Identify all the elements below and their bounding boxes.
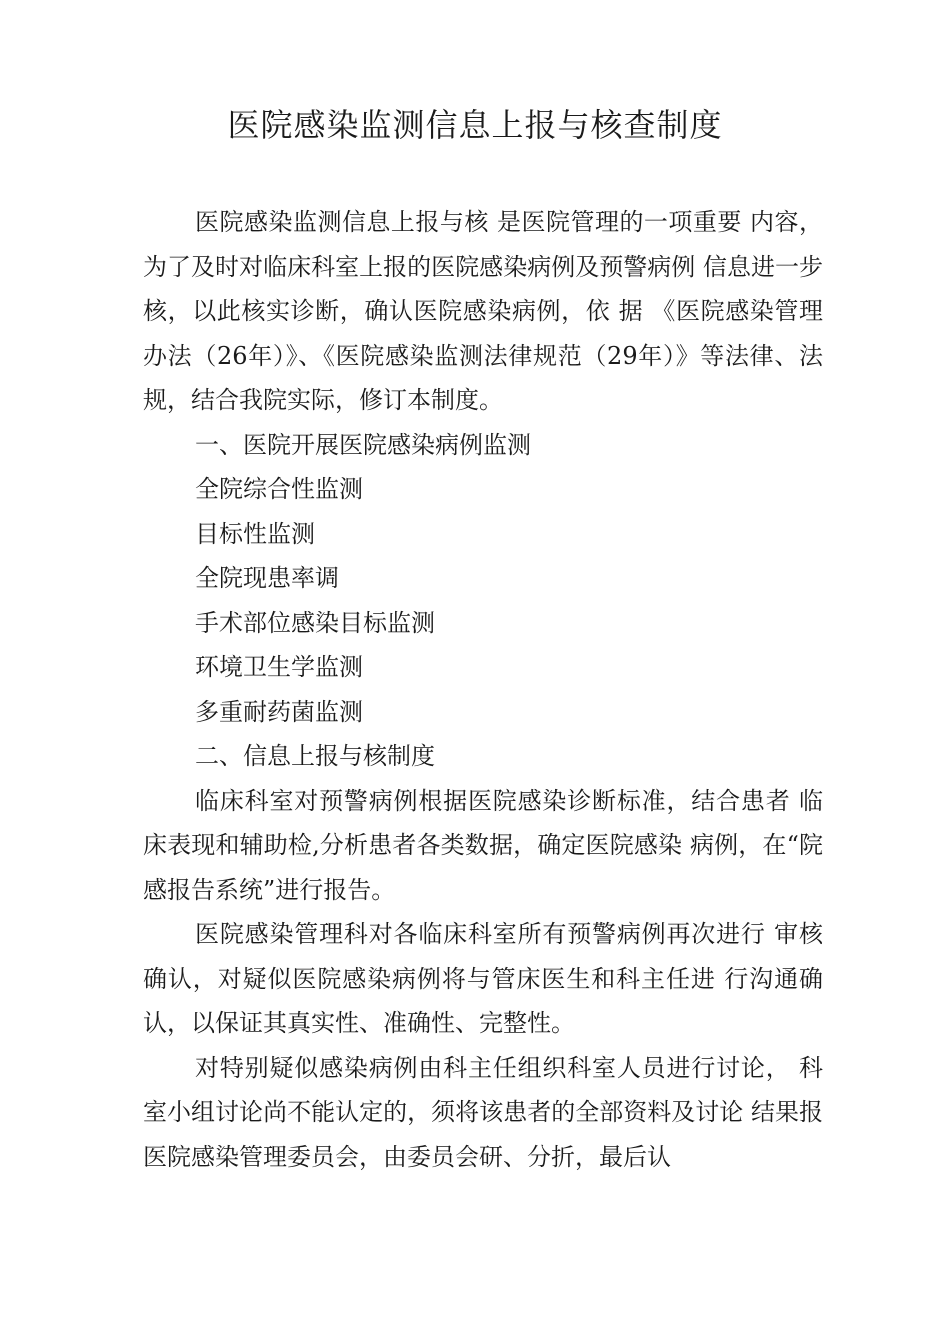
section2-paragraph: 医院感染管理科对各临床科室所有预警病例再次进行 审核确认，对疑似医院感染病例将与管床医生和科主任进 行沟通确认，以保证其真实性、准确性、完整性。 — [143, 920, 823, 1037]
list-item: 全院现患率调 — [195, 564, 339, 592]
document-body — [143, 200, 823, 1179]
section2-paragraph: 对特别疑似感染病例由科主任组织科室人员进行讨论， 科室小组讨论尚不能认定的，须将该患者的全部资料及讨论 结果报医院感染管理委员会，由委员会研、分折，最后认 — [143, 1053, 823, 1171]
section1-heading: 一、医院开展医院感染病例监测 — [195, 430, 531, 459]
document-title: 医院感染监测信息上报与核查制度 — [227, 106, 723, 144]
section2-paragraph: 临床科室对预警病例根据医院感染诊断标准，结合患者 临床表现和辅助检,分析患者各类数据，确定医院感染 病例，在“院感报告系统”进行报告。 — [143, 786, 823, 904]
intro-paragraph: 医院感染监测信息上报与核 是医院管理的一项重要 内容，为了及时对临床科室上报的医院感染病例及预警病例 信息进一步核，以此核实诊断，确认医院感染病例，依 据 《医院感染管理办法（26年）》、《医院感染监测法律规范（29年）》等法律、法规，结合我院实际，修订本制度。 — [143, 208, 823, 414]
list-item: 目标性监测 — [195, 519, 315, 548]
list-item: 多重耐药菌监测 — [195, 697, 363, 726]
list-item: 手术部位感染目标监测 — [195, 608, 435, 637]
list-item: 环境卫生学监测 — [195, 653, 363, 681]
section2-heading: 二、信息上报与核制度 — [195, 742, 435, 770]
list-item: 全院综合性监测 — [195, 475, 363, 503]
